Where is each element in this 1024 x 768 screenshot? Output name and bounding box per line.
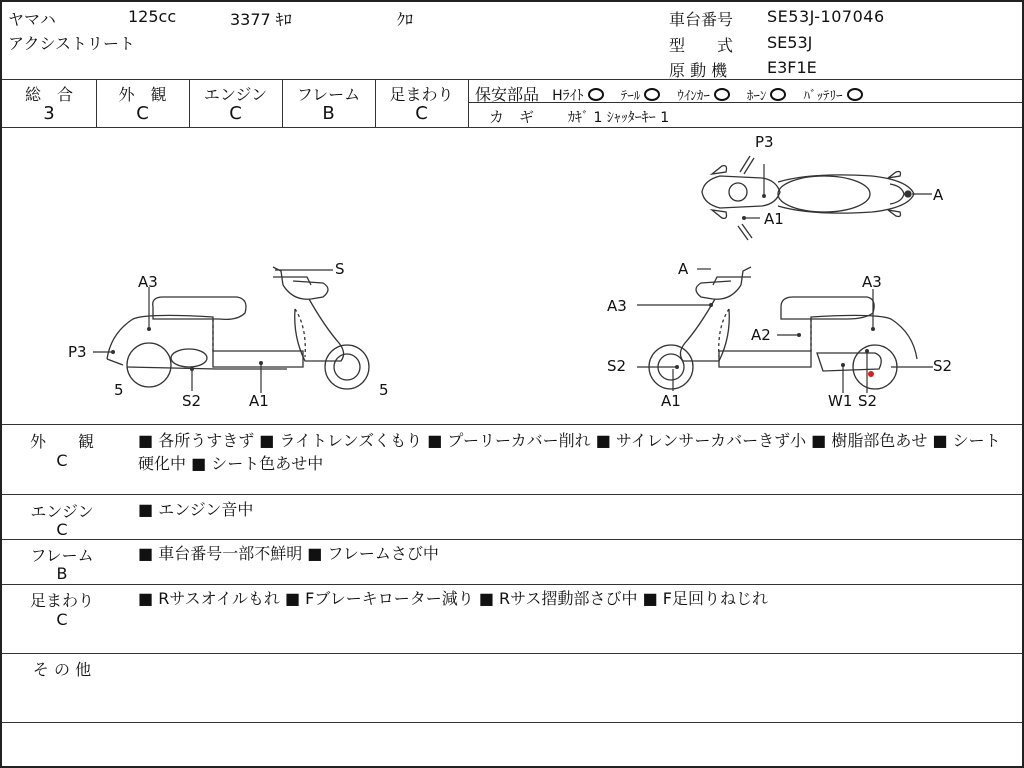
section-frame-label: フレーム: [30, 546, 94, 565]
label-top-p3: P3: [755, 133, 774, 151]
ok-circle-icon: [770, 88, 786, 101]
scooter-top-view: [692, 142, 952, 252]
section-engine-grade: C: [56, 520, 68, 539]
safety-item-horn: ﾎｰﾝ: [746, 89, 767, 104]
damage-marker: [868, 371, 874, 377]
maker: ヤマハ: [8, 10, 56, 29]
grade-header-exterior: 外 観: [118, 85, 167, 104]
section-exterior-notes: ■ 各所うすきず ■ ライトレンズくもり ■ プーリーカバー削れ ■ サイレンサーカバーきず小 ■ 樹脂部色あせ ■ シート硬化中 ■ シート色あせ中: [138, 431, 1001, 473]
label-right-a: A: [678, 260, 689, 278]
rule: [2, 722, 1022, 723]
section-exterior-grade: C: [56, 451, 68, 470]
grade-header-frame: フレーム: [296, 85, 361, 104]
divider: [468, 79, 469, 127]
safety-row: [475, 82, 871, 105]
label-left-a3: A3: [138, 273, 158, 291]
mileage: 3377 ｷﾛ: [230, 10, 292, 29]
safety-item-tail: ﾃｰﾙ: [620, 89, 641, 104]
label-left-s: S: [335, 260, 345, 278]
grade-header-suspension: 足まわり: [389, 85, 454, 104]
ok-circle-icon: [644, 88, 660, 101]
safety-item-winker: ｳｲﾝｶｰ: [677, 89, 710, 104]
label-right-a3-front: A3: [607, 297, 627, 315]
frame-no-value: SE53J-107046: [767, 7, 885, 26]
label-left-p3: P3: [68, 343, 87, 361]
label-right-a3-rear: A3: [862, 273, 882, 291]
label-right-a1: A1: [661, 392, 681, 410]
color: ｸﾛ: [397, 10, 414, 29]
label-top-a1: A1: [764, 210, 784, 228]
label-top-a: A: [933, 186, 944, 204]
section-engine-label: エンジン: [30, 502, 94, 521]
frame-no-label: 車台番号: [669, 10, 734, 29]
engine-label: 原 動 機: [669, 61, 728, 80]
section-suspension-label: 足まわり: [29, 591, 94, 610]
grade-engine: C: [229, 103, 242, 124]
rule: [2, 653, 1022, 654]
scooter-right-view: [627, 257, 957, 407]
section-engine-notes: ■ エンジン音中: [138, 500, 254, 519]
rule: [2, 79, 1022, 80]
label-left-5a: 5: [114, 381, 124, 399]
type-label: 型 式: [669, 36, 734, 55]
ok-circle-icon: [847, 88, 863, 101]
ok-circle-icon: [714, 88, 730, 101]
section-frame-notes: ■ 車台番号一部不鮮明 ■ フレームさび中: [138, 544, 439, 563]
grade-suspension: C: [415, 103, 428, 124]
section-suspension-notes: ■ Rサスオイルもれ ■ Fブレーキローター減り ■ Rサス摺動部さび中 ■ F足回りねじれ: [138, 589, 768, 608]
label-left-s2: S2: [182, 392, 202, 410]
rule: [2, 584, 1022, 585]
rule: [2, 494, 1022, 495]
grade-overall: 3: [43, 103, 55, 124]
ok-circle-icon: [588, 88, 604, 101]
label-left-a1: A1: [249, 392, 269, 410]
grade-frame: B: [322, 103, 335, 124]
label-right-w1: W1: [828, 392, 853, 410]
section-frame-grade: B: [56, 564, 68, 583]
rule: [2, 424, 1022, 425]
grade-header-overall: 総 合: [24, 85, 73, 104]
safety-item-battery: ﾊﾞｯﾃﾘｰ: [803, 89, 843, 104]
type-value: SE53J: [767, 33, 813, 52]
label-right-a2: A2: [751, 326, 771, 344]
key-label: カ ギ: [489, 108, 535, 126]
key-value: ｶｷﾞ 1 ｼｬｯﾀｰｷｰ 1: [568, 110, 670, 126]
label-left-5b: 5: [379, 381, 389, 399]
label-right-s2-front: S2: [607, 357, 627, 375]
label-right-s2-rear: S2: [933, 357, 953, 375]
displacement: 125cc: [128, 7, 177, 26]
section-other-label: そ の 他: [32, 660, 92, 679]
safety-item-headlight: Hﾗｲﾄ: [552, 88, 584, 104]
section-suspension-grade: C: [56, 610, 68, 629]
safety-label: 保安部品: [475, 85, 540, 104]
label-right-s2-mid: S2: [858, 392, 878, 410]
rule: [2, 539, 1022, 540]
rule: [2, 127, 1022, 128]
grade-exterior: C: [136, 103, 149, 124]
model-name: アクシストリート: [8, 34, 136, 53]
section-exterior-label: 外 観: [29, 432, 94, 451]
engine-value: E3F1E: [767, 58, 817, 77]
grade-header-engine: エンジン: [203, 85, 268, 104]
